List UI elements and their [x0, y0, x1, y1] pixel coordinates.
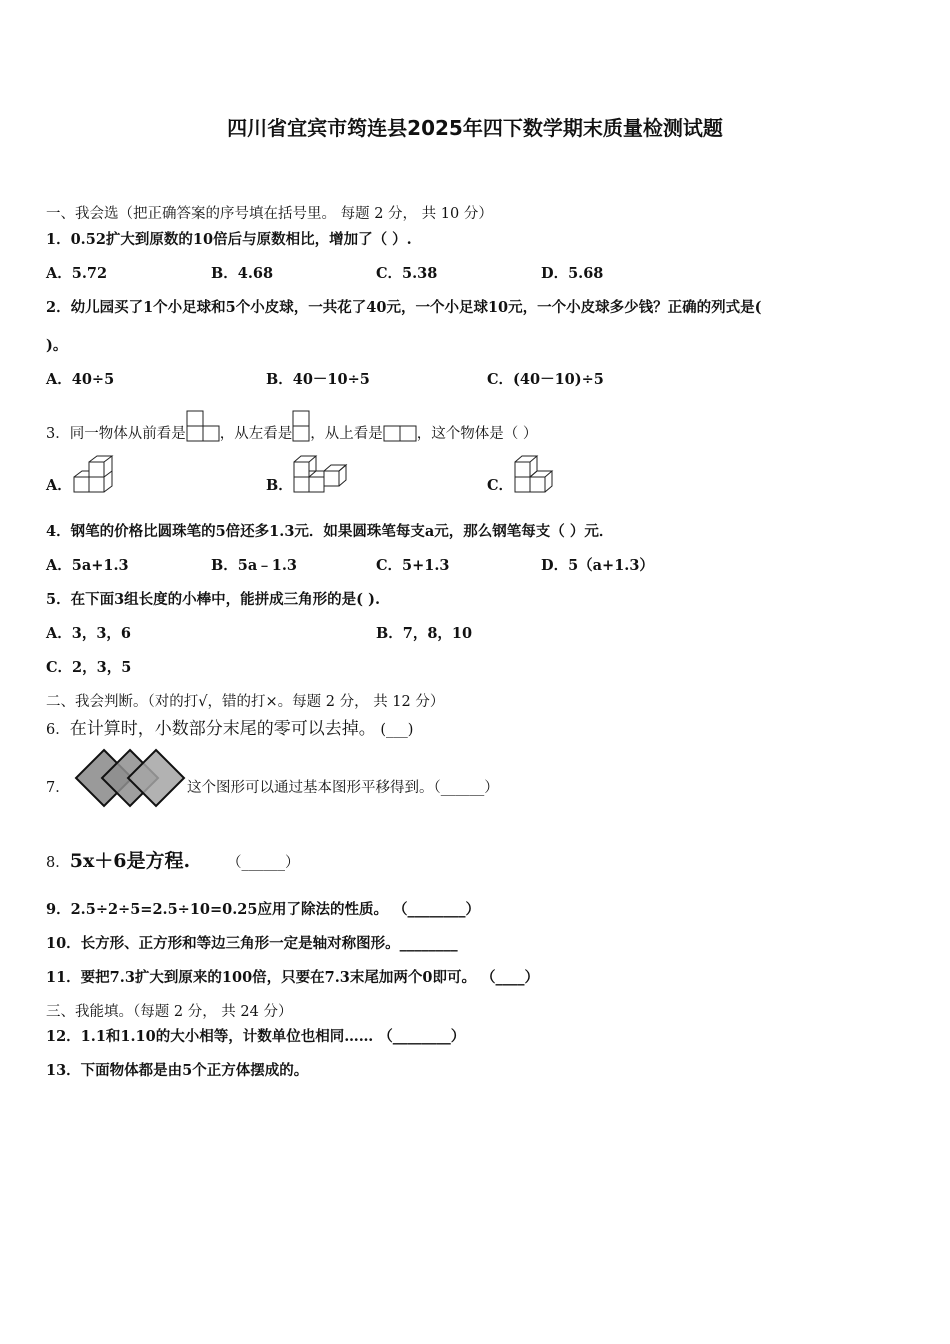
q12-stem: 12．1.1和1.10的大小相等，计数单位也相同…… （________） [46, 1028, 466, 1045]
q8-stem [46, 846, 300, 873]
q8-expression: 5x＋6是方程. [69, 850, 191, 872]
q3-stem-part4: ，这个物体是（ ） [416, 426, 538, 442]
q3-option-b: B． [266, 477, 293, 494]
q9-stem: 9．2.5÷2÷5=2.5÷10=0.25应用了除法的性质。 （________） [46, 901, 481, 918]
q8-number: 8． [46, 855, 70, 871]
q7-text: 这个图形可以通过基本图形平移得到。（______） [187, 780, 499, 796]
q3-stem-part1: 3．同一物体从前看是 [46, 426, 186, 442]
q2-stem-line2: )。 [46, 337, 68, 354]
q5-stem: 5．在下面3组长度的小棒中，能拼成三角形的是( ). [46, 591, 380, 608]
q4-option-b: B．5a﹣1.3 [211, 557, 297, 574]
q3-stem-part2: ，从左看是 [219, 426, 293, 442]
q1-option-c: C．5.38 [376, 265, 438, 282]
q2-option-a: A．40÷5 [46, 371, 115, 388]
q3-stem [46, 410, 537, 443]
q6-number: 6． [46, 722, 70, 738]
q3-stem-part3: ，从上看是 [310, 426, 383, 442]
q1-stem: 1．0.52扩大到原数的10倍后与原数相比，增加了（ ）. [46, 231, 412, 248]
q8-blank: （______） [227, 855, 300, 871]
q3-option-a: A． [46, 477, 72, 494]
q7-number: 7． [46, 780, 70, 796]
q1-option-b: B．4.68 [211, 265, 274, 282]
top-view-icon [383, 425, 417, 442]
q4-stem: 4．钢笔的价格比圆珠笔的5倍还多1.3元．如果圆珠笔每支a元，那么钢笔每支（ ）元． [46, 523, 614, 540]
front-view-icon [186, 410, 220, 442]
q3-option-c-cubes-icon [513, 455, 559, 497]
left-view-icon [292, 410, 310, 442]
q6-stem [46, 714, 413, 739]
q5-option-c: C．2，3，5 [46, 659, 132, 676]
q3-option-c: C． [487, 477, 514, 494]
q5-option-b: B．7，8，10 [376, 625, 473, 642]
q1-option-d: D．5.68 [541, 265, 604, 282]
q2-option-c: C．(40－10)÷5 [487, 371, 604, 388]
q11-stem: 11．要把7.3扩大到原来的100倍，只要在7.3末尾加两个0即可。 （____） [46, 969, 540, 986]
q5-option-a: A．3，3，6 [46, 625, 132, 642]
q3-option-b-cubes-icon [292, 455, 348, 497]
section2-header: 二、我会判断。（对的打√，错的打×。每题 2 分， 共 12 分） [46, 694, 445, 710]
q10-stem: 10．长方形、正方形和等边三角形一定是轴对称图形。________ [46, 935, 458, 952]
q3-option-a-cubes-icon [72, 455, 118, 497]
section1-header: 一、我会选（把正确答案的序号填在括号里。 每题 2 分， 共 10 分） [46, 206, 493, 222]
q6-blank: (___) [375, 722, 414, 738]
q4-option-a: A．5a+1.3 [46, 557, 129, 574]
q6-text: 在计算时，小数部分末尾的零可以去掉。 [69, 719, 376, 739]
section3-header: 三、我能填。（每题 2 分， 共 24 分） [46, 1004, 293, 1020]
q13-stem: 13．下面物体都是由5个正方体摆成的。 [46, 1062, 309, 1079]
q7-overlapping-diamonds-icon [74, 748, 186, 808]
q1-option-a: A．5.72 [46, 265, 108, 282]
q2-option-b: B．40－10÷5 [266, 371, 370, 388]
page-title: 四川省宜宾市筠连县2025年四下数学期末质量检测试题 [227, 116, 723, 140]
q4-option-c: C．5+1.3 [376, 557, 450, 574]
q4-option-d: D．5（a+1.3） [541, 557, 654, 574]
q2-stem-line1: 2．幼儿园买了1个小足球和5个小皮球，一共花了40元，一个小足球10元，一个小皮球多少钱？正确的列式是( [46, 299, 762, 316]
